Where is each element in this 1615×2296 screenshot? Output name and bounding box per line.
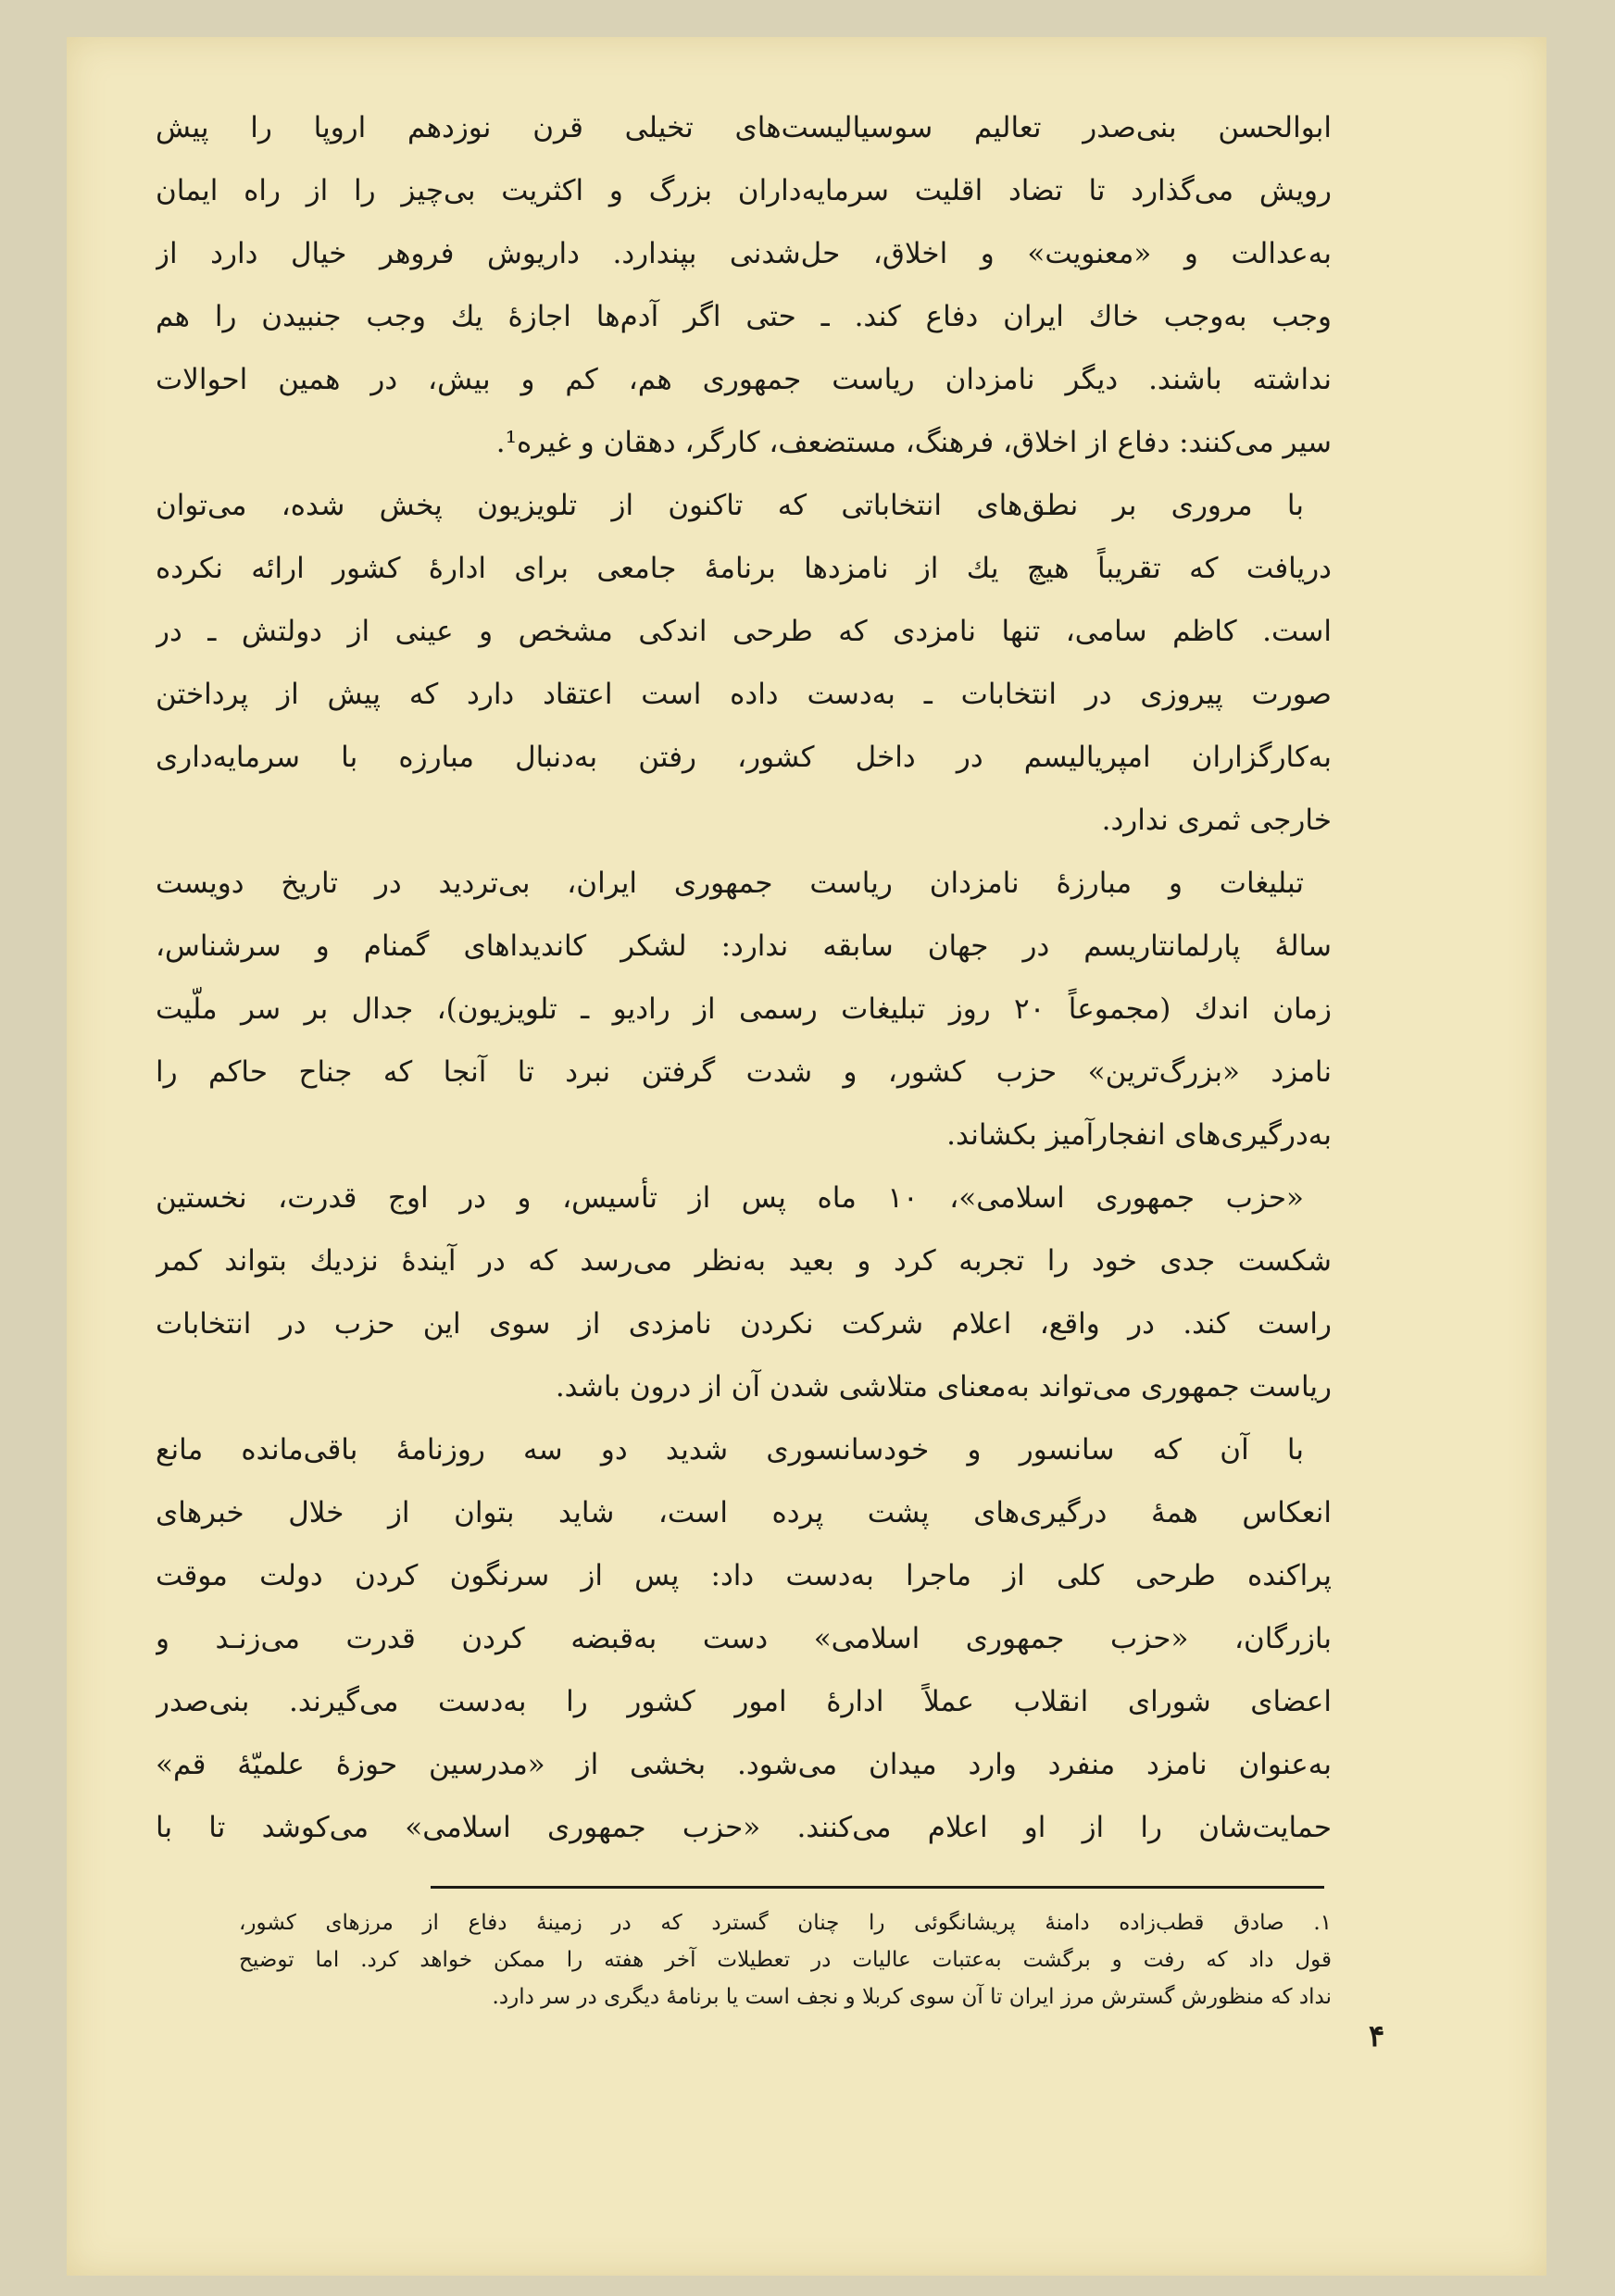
text-line: راست کند. در واقع، اعلام شرکت نکردن نامزدی از سوی این حزب در انتخابات [156, 1307, 1332, 1341]
text-line: به‌کارگزاران امپریالیسم در داخل کشور، رفتن به‌دنبال مبارزه با سرمایه‌داری [156, 741, 1332, 774]
footnote-divider [431, 1886, 1324, 1889]
text-line: به‌عدالت و «معنویت» و اخلاق، حل‌شدنی بپندارد. داریوش فروهر خیال دارد از [156, 237, 1332, 270]
text-line: سیر می‌کنند: دفاع از اخلاق، فرهنگ، مستضعف، کارگر، دهقان و غیره¹. [495, 426, 1332, 459]
footnote-line: ۱. صادق قطب‌زاده دامنهٔ پریشانگوئی را چنان گسترد که در زمینهٔ دفاع از مرزهای کشور، [239, 1911, 1332, 1935]
text-line: ریاست جمهوری می‌تواند به‌معنای متلاشی شدن آن از درون باشد. [555, 1370, 1332, 1404]
text-line: با آن که سانسور و خودسانسوری شدید دو سه روزنامهٔ باقی‌مانده مانع [156, 1433, 1304, 1466]
text-line: حمایت‌شان را از او اعلام می‌کنند. «حزب جمهوری اسلامی» می‌کوشد تا با [156, 1811, 1332, 1844]
text-line: زمان اندك (مجموعاً ۲۰ روز تبلیغات رسمی از رادیو ـ تلویزیون)، جدال بر سر ملّیت [156, 992, 1332, 1026]
text-line: سالهٔ پارلمانتاریسم در جهان سابقه ندارد: لشکر کاندیداهای گمنام و سرشناس، [156, 930, 1332, 963]
text-line: به‌عنوان نامزد منفرد وارد میدان می‌شود. بخشی از «مدرسین حوزهٔ علمیّهٔ قم» [156, 1748, 1332, 1781]
text-line: انعکاس همهٔ درگیری‌های پشت پرده است، شاید بتوان از خلال خبرهای [156, 1496, 1332, 1529]
footnote [239, 1904, 1332, 2015]
text-line: «حزب جمهوری اسلامی»، ۱۰ ماه پس از تأسیس، و در اوج قدرت، نخستین [156, 1181, 1304, 1215]
text-line: اعضای شورای انقلاب عملاً ادارهٔ امور کشور را به‌دست می‌گیرند. بنی‌صدر [156, 1685, 1332, 1718]
text-line: شکست جدی خود را تجربه کرد و بعید به‌نظر می‌رسد که در آیندهٔ نزدیك بتواند کمر [156, 1244, 1332, 1278]
text-line: تبلیغات و مبارزهٔ نامزدان ریاست جمهوری ایران، بی‌تردید در تاریخ دویست [156, 867, 1304, 900]
text-line: با مروری بر نطق‌های انتخاباتی که تاکنون از تلویزیون پخش شده، می‌توان [156, 489, 1304, 522]
footnote-line: نداد که منظورش گسترش مرز ایران تا آن سوی کربلا و نجف است یا برنامهٔ دیگری در سر دارد. [492, 1985, 1332, 2009]
text-line: وجب به‌وجب خاك ایران دفاع کند. ـ حتی اگر آدم‌ها اجازهٔ یك وجب جنبیدن را هم [156, 300, 1332, 333]
text-line: صورت پیروزی در انتخابات ـ به‌دست داده است اعتقاد دارد که پیش از پرداختن [156, 678, 1332, 711]
text-line: است. کاظم سامی، تنها نامزدی که طرحی اندکی مشخص و عینی از دولتش ـ در [156, 615, 1332, 648]
text-line: ابوالحسن بنی‌صدر تعالیم سوسیالیست‌های تخیلی قرن نوزدهم اروپا را پیش [156, 111, 1332, 144]
text-line: نداشته باشند. دیگر نامزدان ریاست جمهوری هم، کم و بیش، در همین احوالات [156, 363, 1332, 396]
footnote-line: قول داد که رفت و برگشت به‌عتبات عالیات در تعطیلات آخر هفته را ممکن خواهد کرد. اما توضیح [239, 1948, 1332, 1972]
text-line: بازرگان، «حزب جمهوری اسلامی» دست به‌قبضه کردن قدرت می‌زنـد و [156, 1622, 1332, 1655]
text-line: نامزد «بزرگ‌ترین» حزب کشور، و شدت گرفتن نبرد تا آنجا که جناح حاکم را [156, 1055, 1332, 1089]
text-line: رویش می‌گذارد تا تضاد اقلیت سرمایه‌داران بزرگ و اکثریت بی‌چیز را از راه ایمان [156, 174, 1332, 207]
text-line: پراکنده طرحی کلی از ماجرا به‌دست داد: پس از سرنگون کردن دولت موقت [156, 1559, 1332, 1592]
text-line: دریافت که تقریباً هیچ یك از نامزدها برنامهٔ جامعی برای ادارهٔ کشور ارائه نکرده [156, 552, 1332, 585]
text-line: به‌درگیری‌های انفجارآمیز بکشاند. [946, 1118, 1332, 1152]
text-line: خارجی ثمری ندارد. [1101, 804, 1332, 837]
body-text [156, 96, 1332, 1859]
page-number: ۴ [1369, 2018, 1385, 2053]
